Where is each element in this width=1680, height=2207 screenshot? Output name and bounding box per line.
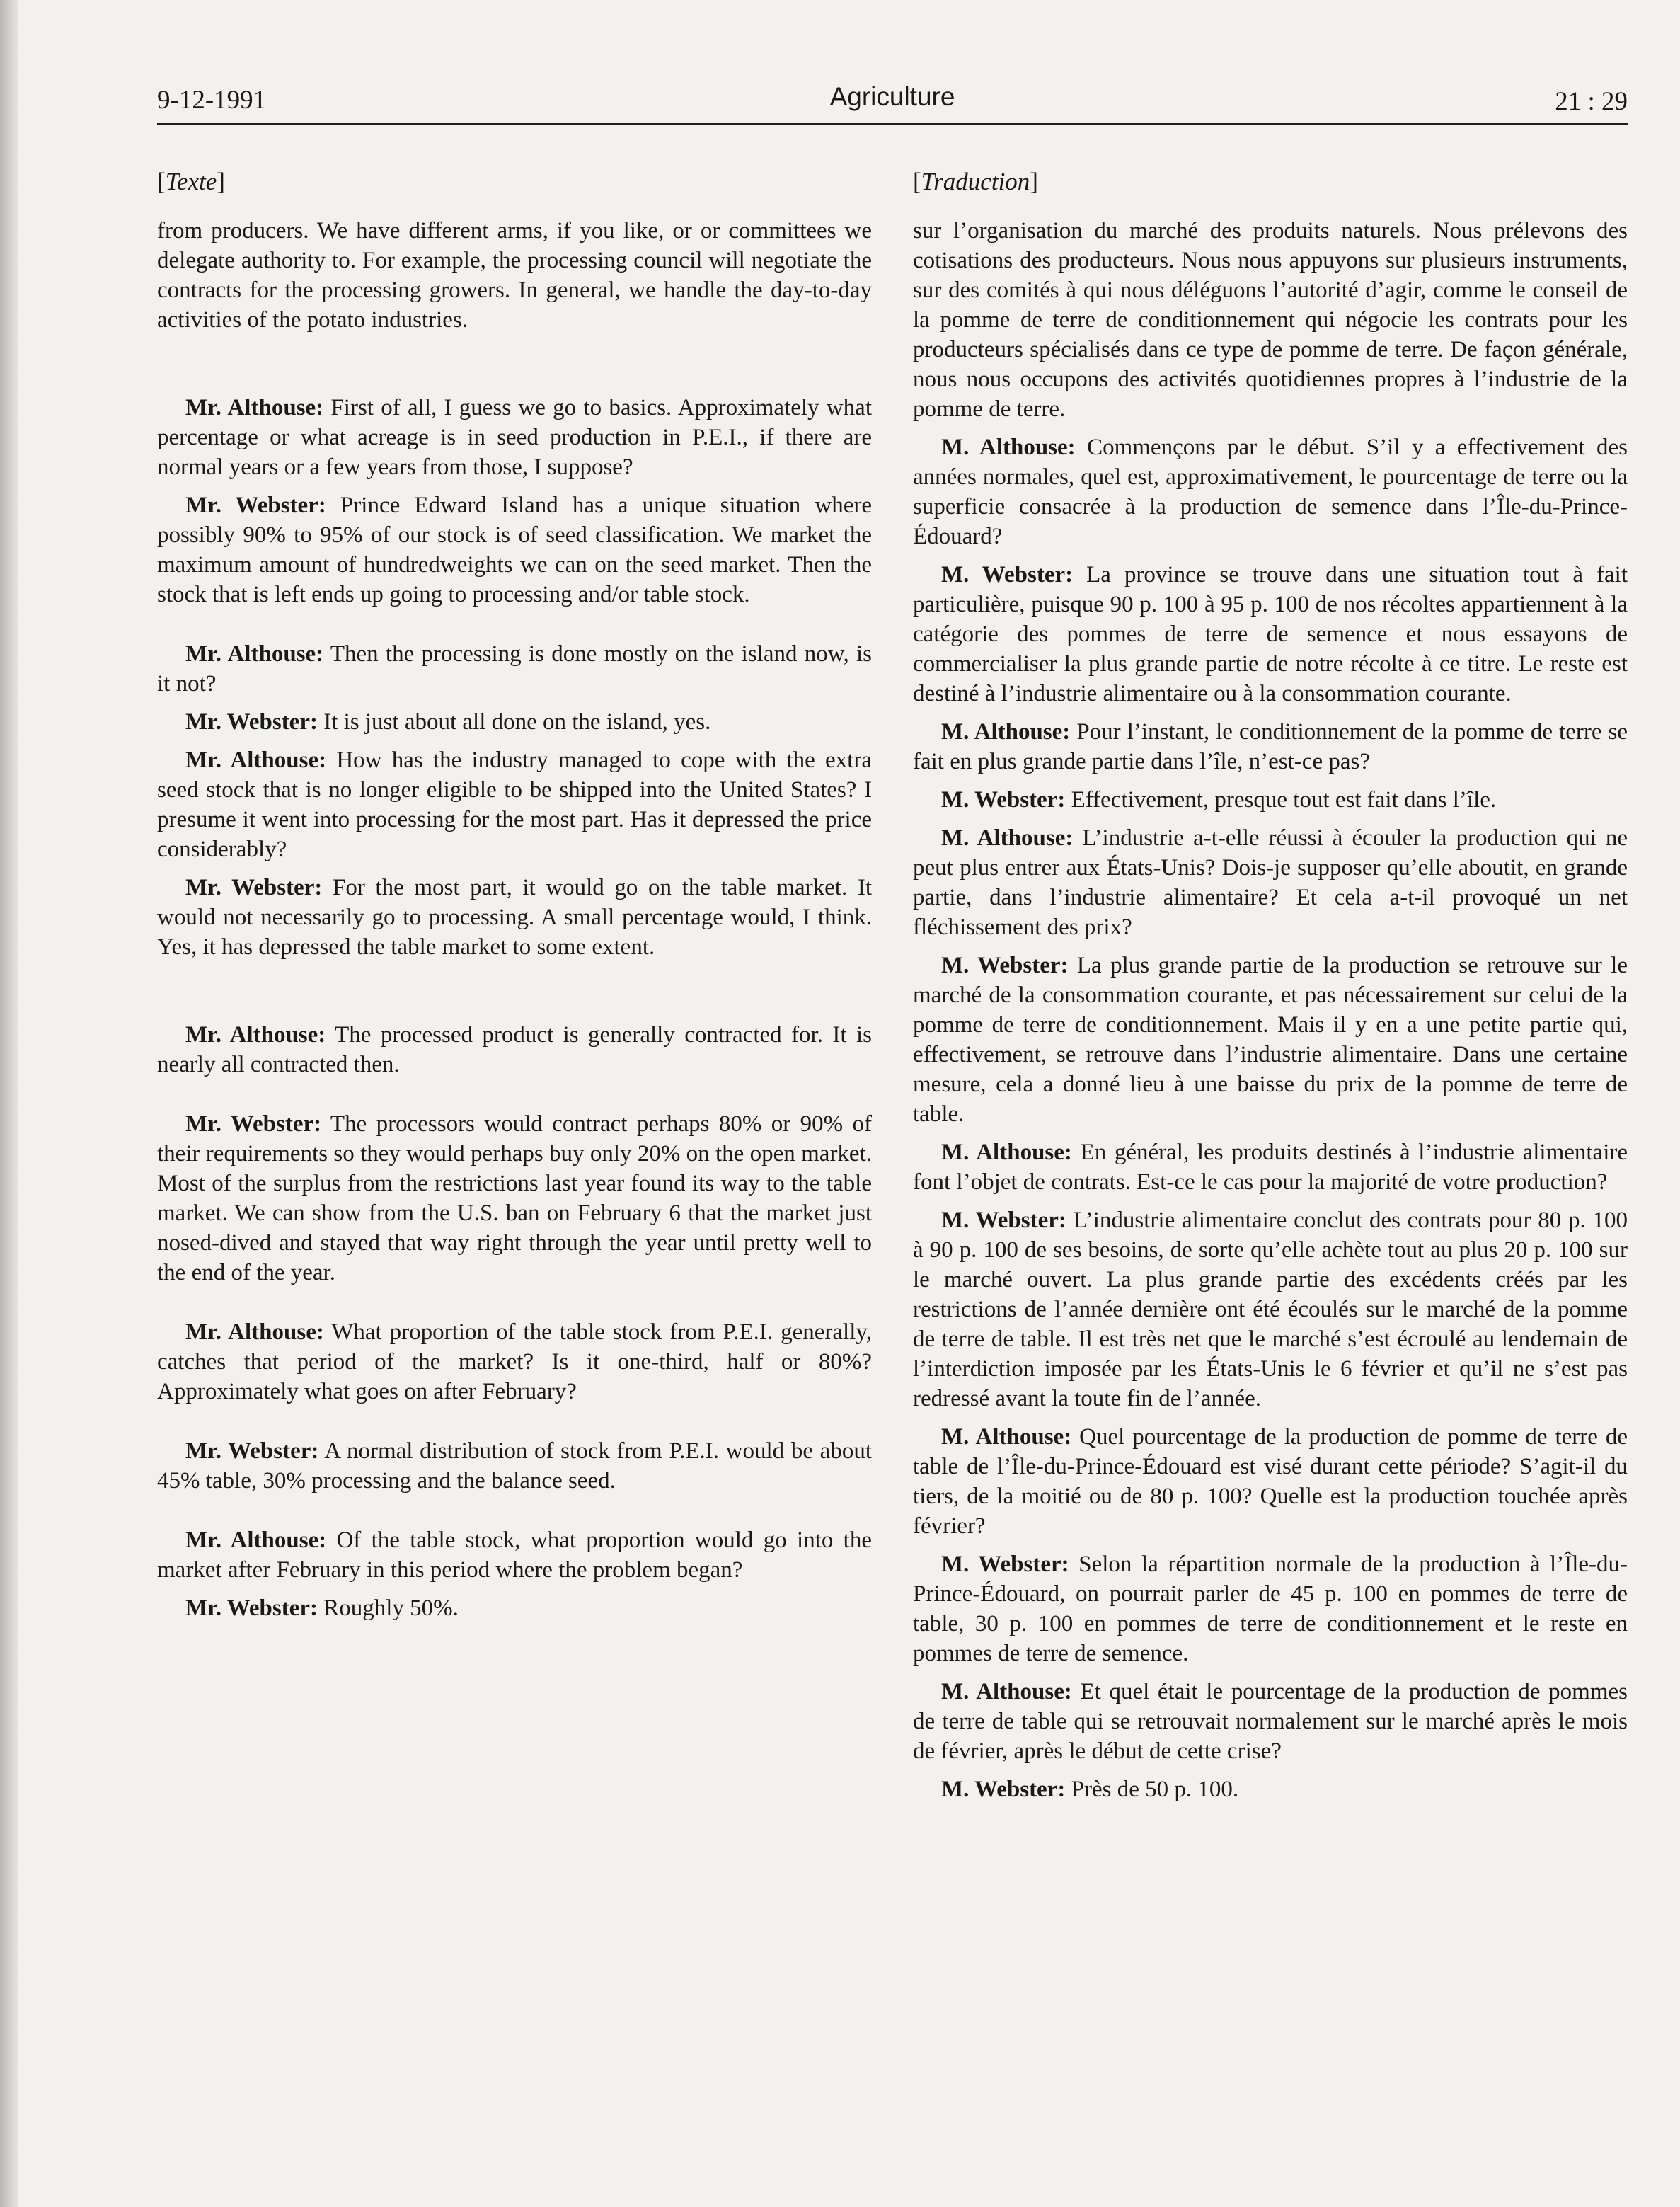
page-binding-edge [0,0,18,2207]
speaker-name: Mr. Althouse: [185,641,324,667]
paragraph: M. Althouse: L’industrie a-t-elle réussi à écouler la production qui ne peut plus entrer aux États-Unis? Dois-je supposer qu’elle aboutit, en grande partie, dans l’industrie alimentaire? Et cela a-t-il provoqué un net fléchissement des prix? [913,825,1628,940]
paragraph: Mr. Webster: Prince Edward Island has a unique situation where possibly 90% to 95% of our stock is of seed classification. We market the maximum amount of hundredweights we can on the seed market. Then the stock that is left ends up going to processing and/or table stock. [157,493,872,607]
paragraph: sur l’organisation du marché des produits naturels. Nous prélevons des cotisations des producteurs. Nous nous appuyons sur plusieurs instruments, sur des comités à qui nous déléguons l’autorité d’agir, comme le conseil de la pomme de terre de conditionnement qui négocie les contrats pour les producteurs spécialisés dans ce type de pomme de terre. De façon générale, nous nous occupons des activités quotidiennes propres à l’industrie de la pomme de terre. [913,218,1628,422]
column-label-french: [Traduction] [913,168,1038,195]
speaker-name: Mr. Althouse: [185,1319,324,1345]
speaker-name: M. Webster: [941,1777,1066,1802]
speaker-name: Mr. Webster: [185,1111,322,1137]
paragraph: M. Althouse: En général, les produits destinés à l’industrie alimentaire font l’objet de contrats. Est-ce le cas pour la majorité de votre production? [913,1140,1628,1195]
paragraph: Mr. Althouse: Then the processing is done mostly on the island now, is it not? [157,641,872,697]
speaker-name: Mr. Webster: [185,1595,318,1621]
paragraph: Mr. Webster: A normal distribution of stock from P.E.I. would be about 45% table, 30% processing and the balance seed. [157,1438,872,1494]
paragraph: Mr. Webster: It is just about all done on the island, yes. [185,709,711,735]
header-title: Agriculture [829,82,955,111]
header-date: 9-12-1991 [157,86,267,115]
paragraph: Mr. Althouse: Of the table stock, what proportion would go into the market after February in this period where the problem began? [157,1527,872,1583]
speaker-name: M. Webster: [941,787,1066,813]
paragraph: Mr. Webster: Roughly 50%. [185,1595,459,1621]
speaker-name: Mr. Webster: [185,709,318,735]
speaker-name: M. Althouse: [941,719,1071,745]
speaker-name: M. Althouse: [941,435,1076,460]
paragraph: M. Althouse: Et quel était le pourcentage de la production de pommes de terre de table qui se retrouvait normalement sur le marché après le mois de février, après le début de cette crise? [913,1679,1628,1764]
paragraph: Mr. Webster: The processors would contract perhaps 80% or 90% of their requirements so they would perhaps buy only 20% on the open market. Most of the surplus from the restrictions last year found its way to the table market. We can show from the U.S. ban on February 6 that the market just nosed-dived and stayed that way right through the year until pretty well to the end of the year. [157,1111,872,1285]
paragraph: M. Althouse: Commençons par le début. S’il y a effectivement des années normales, quel est, approximativement, le pourcentage de terre ou la superficie consacrée à la production de semence dans l’Île-du-Prince-Édouard? [913,435,1628,549]
paragraph: M. Althouse: Quel pourcentage de la production de pomme de terre de table de l’Île-du-Prince-Édouard est visé durant cette période? S’agit-il du tiers, de la moitié ou de 80 p. 100? Quelle est la production touchée après février? [913,1424,1628,1539]
paragraph: Mr. Althouse: What proportion of the table stock from P.E.I. generally, catches that period of the market? Is it one-third, half or 80%? Approximately what goes on after February? [157,1319,872,1404]
paragraph: from producers. We have different arms, if you like, or or committees we delegate authority to. For example, the processing council will negotiate the contracts for the processing growers. In general, we handle the day-to-day activities of the potato industries. [157,218,872,333]
paragraph: M. Webster: La province se trouve dans une situation tout à fait particulière, puisque 90 p. 100 à 95 p. 100 de nos récoltes appartiennent à la catégorie des pommes de terre de semence et nous essayons de commercialiser la plus grande partie de notre récolte à ce titre. Le reste est destiné à l’industrie alimentaire ou à la consommation courante. [913,562,1628,706]
header-page-number: 21 : 29 [1555,87,1628,116]
paragraph: M. Webster: La plus grande partie de la production se retrouve sur le marché de la consommation courante, et pas nécessairement sur celui de la pomme de terre de conditionnement. Mais il y en a une petite partie qui, effectivement, se retrouve dans l’industrie alimentaire. Dans une certaine mesure, cela a donné lieu à une baisse du prix de la pomme de terre de table. [913,953,1628,1127]
paragraph: M. Webster: L’industrie alimentaire conclut des contrats pour 80 p. 100 à 90 p. 100 de ses besoins, de sorte qu’elle achète tout au plus 20 p. 100 sur le marché ouvert. La plus grande partie des excédents créés par les restrictions de l’année dernière ont été écoulés sur le marché de la pomme de terre de table. Il est très net que le marché s’est écroulé au lendemain de l’interdiction imposée par les États-Unis le 6 février et qu’il ne s’est pas redressé avant la toute fin de l’année. [913,1208,1628,1411]
paragraph: M. Webster: Selon la répartition normale de la production à l’Île-du-Prince-Édouard, on pourrait parler de 45 p. 100 en pommes de terre de table, 30 p. 100 en pommes de terre de conditionnement et le reste en pommes de terre de semence. [913,1552,1628,1666]
column-english [157,166,872,1623]
speaker-name: M. Althouse: [941,1140,1072,1165]
speaker-name: Mr. Webster: [185,1438,319,1464]
speaker-name: Mr. Webster: [185,493,326,518]
speaker-name: Mr. Webster: [185,875,323,900]
speaker-name: Mr. Althouse: [185,1022,326,1048]
column-french [913,166,1628,1804]
speaker-name: M. Webster: [941,1208,1066,1233]
paragraph: Mr. Althouse: How has the industry managed to cope with the extra seed stock that is no longer eligible to be shipped into the United States? I presume it went into processing for the most part. Has it depressed the price considerably? [157,747,872,862]
paragraph: Mr. Webster: For the most part, it would go on the table market. It would not necessarily go to processing. A small percentage would, I think. Yes, it has depressed the table market to some extent. [157,875,873,960]
speaker-name: M. Webster: [941,562,1074,587]
speaker-name: M. Althouse: [941,825,1074,851]
speaker-name: Mr. Althouse: [185,395,324,420]
column-label-english: [Texte] [157,168,225,195]
paragraph: Mr. Althouse: First of all, I guess we go to basics. Approximately what percentage or what acreage is in seed production in P.E.I., if there are normal years or a few years from those, I suppose? [157,395,872,480]
speaker-name: Mr. Althouse: [185,1527,327,1553]
paragraph: M. Webster: Près de 50 p. 100. [941,1777,1239,1802]
speaker-name: M. Althouse: [941,1679,1072,1704]
speaker-name: M. Althouse: [941,1424,1072,1450]
speaker-name: M. Webster: [941,1552,1069,1577]
paragraph: M. Althouse: Pour l’instant, le conditionnement de la pomme de terre se fait en plus grande partie dans l’île, n’est-ce pas? [913,719,1628,774]
paragraph: Mr. Althouse: The processed product is generally contracted for. It is nearly all contracted then. [157,1022,872,1077]
paragraph: M. Webster: Effectivement, presque tout est fait dans l’île. [941,787,1497,813]
page-header [157,79,1628,125]
speaker-name: Mr. Althouse: [185,747,327,773]
speaker-name: M. Webster: [941,953,1069,978]
